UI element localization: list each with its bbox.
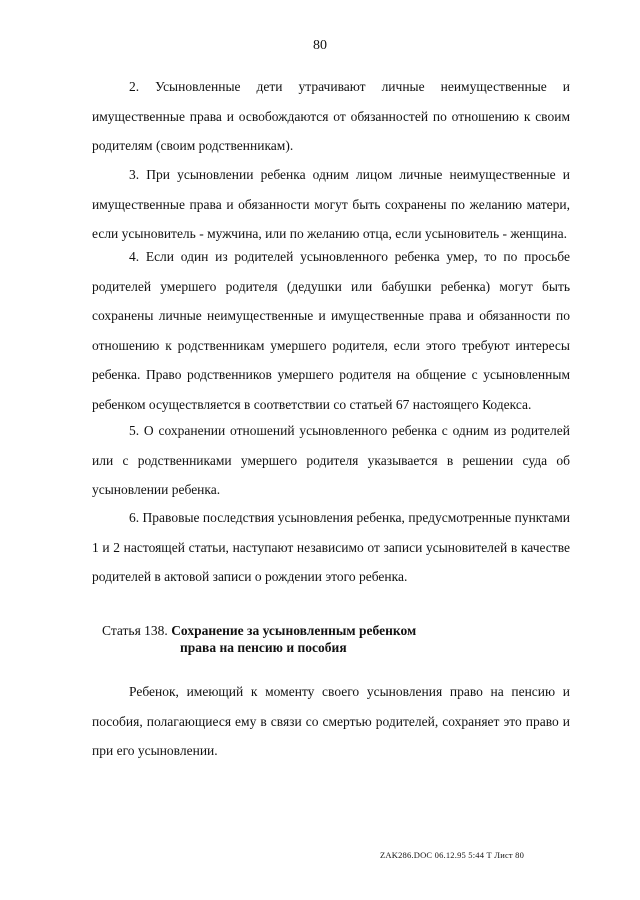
paragraph-item-4: 4. Если один из родителей усыновленного ребенка умер, то по просьбе родителей умершего родителя (дедушки или бабушки ребенка) могут быть сохранены личные неимущественные и имущественные права и обязанности по отношению к родственникам умершего родителя, если этого требуют интересы ребенка. Право родственников умершего родителя на общение с усыновленным ребенком осуществляется в соответствии со статьей 67 настоящего Кодекса. <box>92 249 570 412</box>
document-footer: ZAK286.DOC 06.12.95 5:44 Т Лист 80 <box>380 850 525 860</box>
article-title-line-1: Сохранение за усыновленным ребенком <box>171 623 417 638</box>
paragraph-item-3: 3. При усыновлении ребенка одним лицом личные неимущественные и имущественные права и обязанности могут быть сохранены по желанию матери, если усыновитель - мужчина, или по желанию отца, если усыновитель - женщина. <box>92 167 570 241</box>
article-138-paragraph: Ребенок, имеющий к моменту своего усыновления право на пенсию и пособия, полагающиеся ему в связи со смертью родителей, сохраняет это право и при его усыновлении. <box>92 684 570 758</box>
paragraph-item-5: 5. О сохранении отношений усыновленного ребенка с одним из родителей или с родственниками умершего родителя указывается в решении суда об усыновлении ребенка. <box>92 423 570 497</box>
article-title-line-2: права на пенсию и пособия <box>180 640 347 655</box>
paragraph-item-6: 6. Правовые последствия усыновления ребенка, предусмотренные пунктами 1 и 2 настоящей статьи, наступают независимо от записи усыновителей в качестве родителей в актовой записи о рождении этого ребенка. <box>92 510 570 584</box>
paragraph-item-2: 2. Усыновленные дети утрачивают личные неимущественные и имущественные права и освобождаются от обязанностей по отношению к своим родителям (своим родственникам). <box>92 79 570 153</box>
page-number: 80 <box>313 38 327 53</box>
article-heading <box>102 622 522 656</box>
article-number: Статья 138. <box>102 623 168 638</box>
